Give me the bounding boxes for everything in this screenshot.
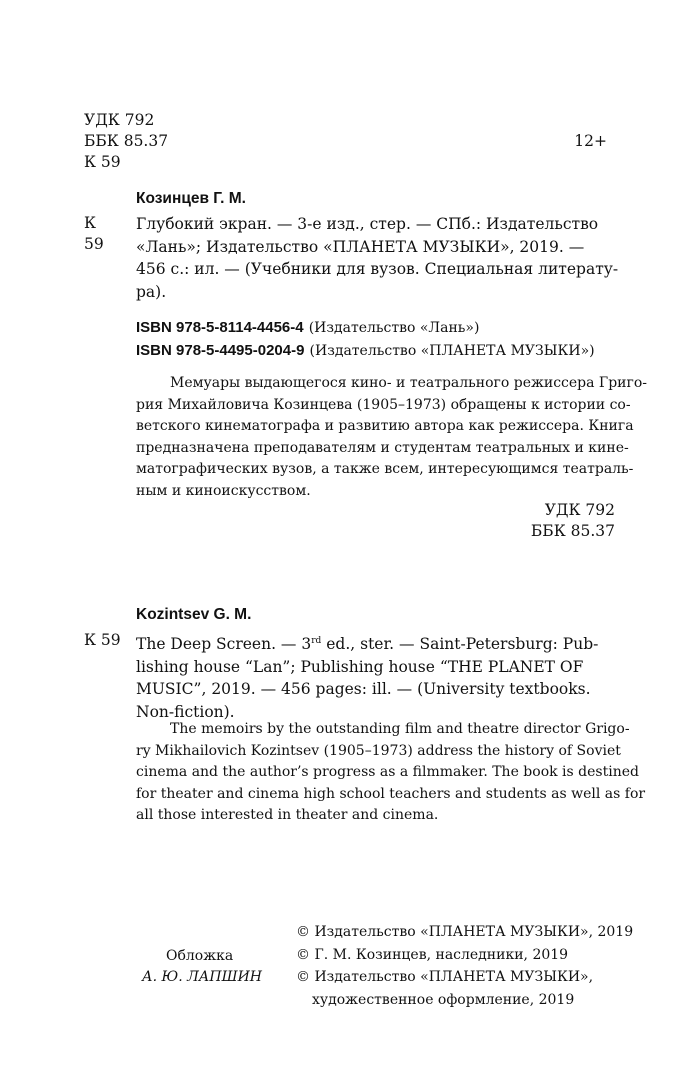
cutter-code: К 59 — [84, 153, 121, 171]
isbn-row — [136, 339, 595, 362]
isbn-number: ISBN 978-5-8114-4456-4 — [136, 319, 304, 336]
ru-annotation-line: матографических вузов, а также всем, интересующимся театраль- — [136, 461, 634, 477]
age-rating: 12+ — [574, 132, 607, 150]
ru-biblio-line: 456 с.: ил. — (Учебники для вузов. Специальная литерату- — [136, 260, 619, 278]
en-annotation-line: The memoirs by the outstanding film and theatre director Grigo- — [170, 721, 630, 737]
isbn-publisher: (Издательство «ПЛАНЕТА МУЗЫКИ») — [309, 343, 595, 359]
en-annotation-line: for theater and cinema high school teachers and students as well as for — [136, 785, 646, 802]
ru-author: Козинцев Г. М. — [136, 190, 246, 207]
cover-artist: А. Ю. ЛАПШИН — [142, 969, 262, 985]
ru-index-code: К 59 — [84, 214, 104, 253]
classification-header — [84, 110, 168, 173]
udk-code: УДК 792 — [84, 111, 155, 129]
ru-biblio-line: «Лань»; Издательство «ПЛАНЕТА МУЗЫКИ», 2019. — — [136, 237, 585, 256]
ru-biblio-record — [136, 213, 619, 303]
ru-annotation-line: ветского кинематографа и развитию автора как режиссера. Книга — [136, 418, 634, 434]
copyright-block — [296, 921, 633, 1011]
ru-annotation-line: Мемуары выдающегося кино- и театрального режиссера Григо- — [170, 375, 647, 391]
en-biblio-text: ed., ster. — Saint-Petersburg: Pub- — [321, 635, 599, 654]
en-annotation-line: ry Mikhailovich Kozintsev (1905–1973) address the history of Soviet — [136, 742, 621, 759]
en-biblio-line — [136, 630, 616, 656]
ru-biblio-line: ра). — [136, 282, 167, 301]
isbn-row — [136, 316, 595, 339]
ru-annotation-line: рия Михайловича Козинцева (1905–1973) обращены к истории со- — [136, 396, 631, 413]
en-annotation-line: cinema and the author’s progress as a filmmaker. The book is destined — [136, 764, 639, 780]
en-biblio-line: MUSIC”, 2019. — 456 pages: ill. — (University textbooks. — [136, 680, 591, 699]
en-biblio-line: lishing house “Lan”; Publishing house “THE PLANET OF — [136, 657, 584, 676]
en-annotation-line: all those interested in theater and cinema. — [136, 807, 439, 823]
isbn-publisher: (Издательство «Лань») — [308, 320, 480, 336]
isbn-block — [136, 316, 595, 362]
en-annotation — [136, 719, 646, 827]
en-author: Kozintsev G. M. — [136, 606, 252, 623]
en-index: К 59 — [84, 631, 121, 649]
isbn-number: ISBN 978-5-4495-0204-9 — [136, 342, 305, 359]
copyright-line: © Г. М. Козинцев, наследники, 2019 — [296, 946, 569, 963]
ordinal-suffix: rd — [311, 636, 322, 646]
copyright-line: © Издательство «ПЛАНЕТА МУЗЫКИ», — [296, 969, 594, 985]
ru-annotation-line: предназначена преподавателям и студентам театральных и кине- — [136, 439, 629, 456]
ru-classification-footer — [531, 500, 615, 542]
copyright-line: художественное оформление, 2019 — [312, 991, 575, 1008]
ru-annotation-line: ным и киноискусством. — [136, 482, 311, 499]
udk-code: УДК 792 — [544, 501, 615, 519]
bbk-code: ББК 85.37 — [84, 132, 169, 150]
en-biblio-text: The Deep Screen. — 3 — [136, 635, 312, 654]
ru-biblio-line: Глубокий экран. — 3-е изд., стер. — СПб.: Издательство — [136, 215, 599, 233]
cover-credit-label: Обложка — [166, 948, 234, 964]
en-biblio-record — [136, 630, 616, 723]
copyright-line: © Издательство «ПЛАНЕТА МУЗЫКИ», 2019 — [296, 924, 634, 940]
en-biblio-line: Non-fiction). — [136, 702, 235, 721]
bbk-code: ББК 85.37 — [530, 522, 615, 540]
ru-annotation — [136, 373, 647, 502]
